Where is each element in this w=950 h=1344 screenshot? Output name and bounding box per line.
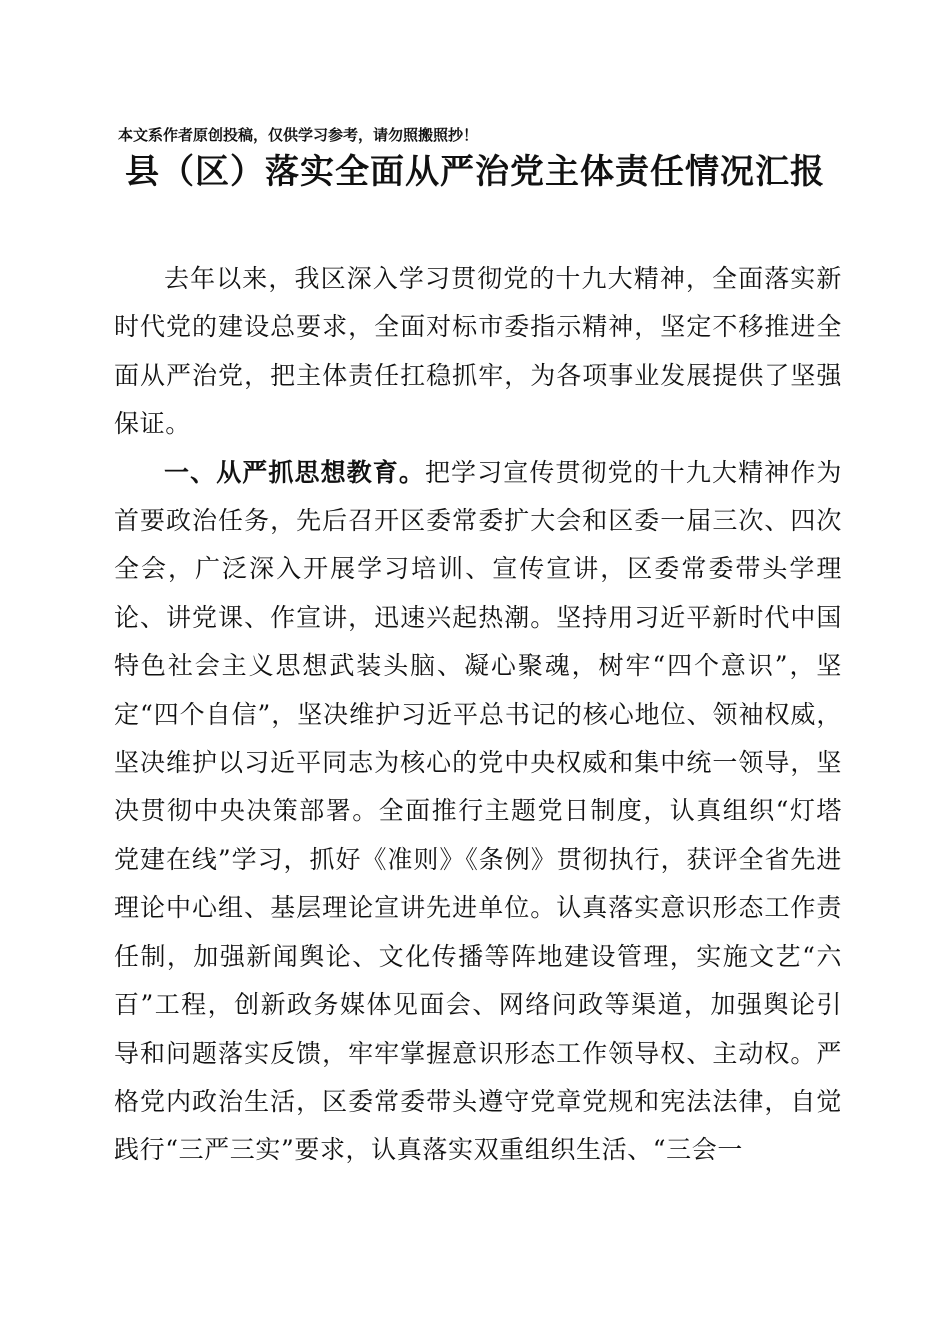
section-1-paragraph	[114, 449, 842, 1175]
document-body	[114, 255, 842, 1175]
intro-paragraph: 去年以来，我区深入学习贯彻党的十九大精神，全面落实新时代党的建设总要求，全面对标市委指示精神，坚定不移推进全面从严治党，把主体责任扛稳抓牢，为各项事业发展提供了坚强保证。	[114, 264, 842, 439]
section-1-heading: 一、从严抓思想教育。	[164, 457, 425, 487]
copyright-notice: 本文系作者原创投稿，仅供学习参考，请勿照搬照抄！	[118, 126, 479, 144]
document-title: 县（区）落实全面从严治党主体责任情况汇报	[125, 152, 825, 192]
section-1-text: 把学习宣传贯彻党的十九大精神作为首要政治任务，先后召开区委常委扩大会和区委一届三次、四次全会，广泛深入开展学习培训、宣传宣讲，区委常委带头学理论、讲党课、作宣讲，迅速兴起热潮。坚持用习近平新时代中国特色社会主义思想武装头脑、凝心聚魂，树牢“四个意识”，坚定“四个自信”，坚决维护习近平总书记的核心地位、领袖权威，坚决维护以习近平同志为核心的党中央权威和集中统一领导，坚决贯彻中央决策部署。全面推行主题党日制度，认真组织“灯塔党建在线”学习，抓好《准则》《条例》贯彻执行，获评全省先进理论中心组、基层理论宣讲先进单位。认真落实意识形态工作责任制，加强新闻舆论、文化传播等阵地建设管理，实施文艺“六百”工程，创新政务媒体见面会、网络问政等渠道，加强舆论引导和问题落实反馈，牢牢掌握意识形态工作领导权、主动权。严格党内政治生活，区委常委带头遵守党章党规和宪法法律，自觉践行“三严三实”要求，认真落实双重组织生活、“三会一	[114, 457, 842, 1165]
